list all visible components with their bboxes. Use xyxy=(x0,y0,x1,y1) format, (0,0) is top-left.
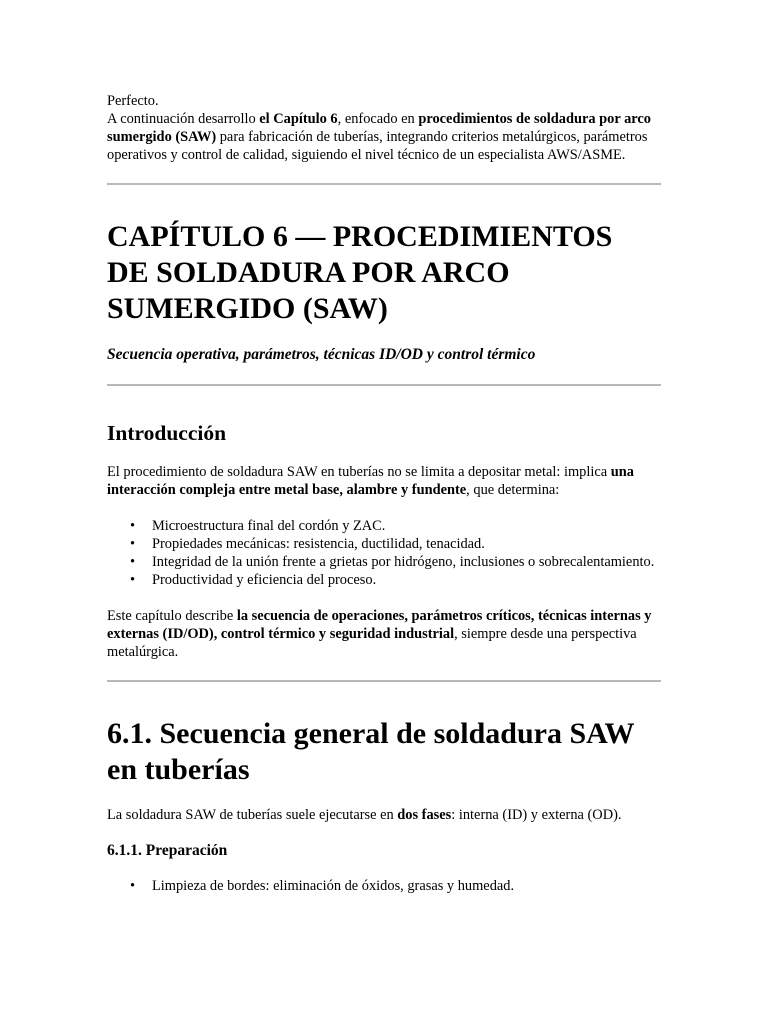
introduccion-p1-seg-1: El procedimiento de soldadura SAW en tuberías no se limita a depositar metal: implica xyxy=(107,464,611,480)
introduccion-paragraph-1 xyxy=(107,463,661,499)
section-6-1-paragraph xyxy=(107,806,661,824)
section-heading-introduccion: Introducción xyxy=(107,421,227,445)
introduccion-p2-seg-1: Este capítulo describe xyxy=(107,608,237,624)
section-6-1-seg-3: : interna (ID) y externa (OD). xyxy=(451,807,622,823)
list-item-text: Microestructura final del cordón y ZAC. xyxy=(152,518,386,534)
section-6-1-seg-1: La soldadura SAW de tuberías suele ejecutarse en xyxy=(107,807,398,823)
introduccion-p1-seg-3: , que determina: xyxy=(466,482,560,498)
bullet-icon: • xyxy=(130,554,136,570)
subsection-heading-6-1-1: 6.1.1. Preparación xyxy=(107,842,228,859)
preparacion-bullet-list xyxy=(107,877,661,895)
introduccion-p2-seg-2: la secuencia de operaciones, parámetros críticos, técnicas internas y externas (ID/OD), control térmico y seguridad industrial xyxy=(107,608,652,642)
list-item xyxy=(130,553,661,571)
bullet-icon: • xyxy=(130,518,136,534)
introduccion-p2-seg-3: , siempre desde una perspectiva metalúrgica. xyxy=(107,626,637,660)
chapter-title: CAPÍTULO 6 — PROCEDIMIENTOS DE SOLDADURA POR ARCO SUMERGIDO (SAW) xyxy=(107,220,613,325)
list-item xyxy=(130,535,661,553)
intro-seg-5: para fabricación de tuberías, integrando criterios metalúrgicos, parámetros operativos y control de calidad, siguiendo el nivel técnico de un especialista AWS/ASME. xyxy=(107,129,648,163)
list-item xyxy=(130,517,661,535)
section-heading-6-1: 6.1. Secuencia general de soldadura SAW en tuberías xyxy=(107,717,634,786)
bullet-icon: • xyxy=(130,572,136,588)
intro-seg-4: procedimientos de soldadura por arco sumergido (SAW) xyxy=(107,111,652,145)
introduccion-bullet-list xyxy=(107,517,661,589)
intro-text: Perfecto. xyxy=(107,93,159,109)
list-item-text: Integridad de la unión frente a grietas por hidrógeno, inclusiones o sobrecalentamiento. xyxy=(152,554,655,570)
intro-seg-3: , enfocado en xyxy=(337,111,419,127)
list-item-text: Limpieza de bordes: eliminación de óxidos, grasas y humedad. xyxy=(152,878,515,894)
intro-seg-2: el Capítulo 6 xyxy=(259,111,338,127)
bullet-icon: • xyxy=(130,878,136,894)
introduccion-paragraph-2 xyxy=(107,607,661,661)
intro-paragraph xyxy=(107,110,661,164)
introduccion-p1-seg-2: una interacción compleja entre metal base, alambre y fundente xyxy=(107,464,634,498)
chapter-subtitle: Secuencia operativa, parámetros, técnicas ID/OD y control térmico xyxy=(107,346,536,363)
divider xyxy=(107,680,661,682)
intro-seg-1: A continuación desarrollo xyxy=(107,111,260,127)
list-item xyxy=(130,571,661,589)
list-item xyxy=(130,877,661,895)
list-item-text: Propiedades mecánicas: resistencia, ductilidad, tenacidad. xyxy=(152,536,485,552)
divider xyxy=(107,384,661,386)
section-6-1-seg-2: dos fases xyxy=(397,807,452,823)
bullet-icon: • xyxy=(130,536,136,552)
intro-line-1 xyxy=(107,92,661,110)
list-item-text: Productividad y eficiencia del proceso. xyxy=(152,572,377,588)
divider xyxy=(107,183,661,185)
